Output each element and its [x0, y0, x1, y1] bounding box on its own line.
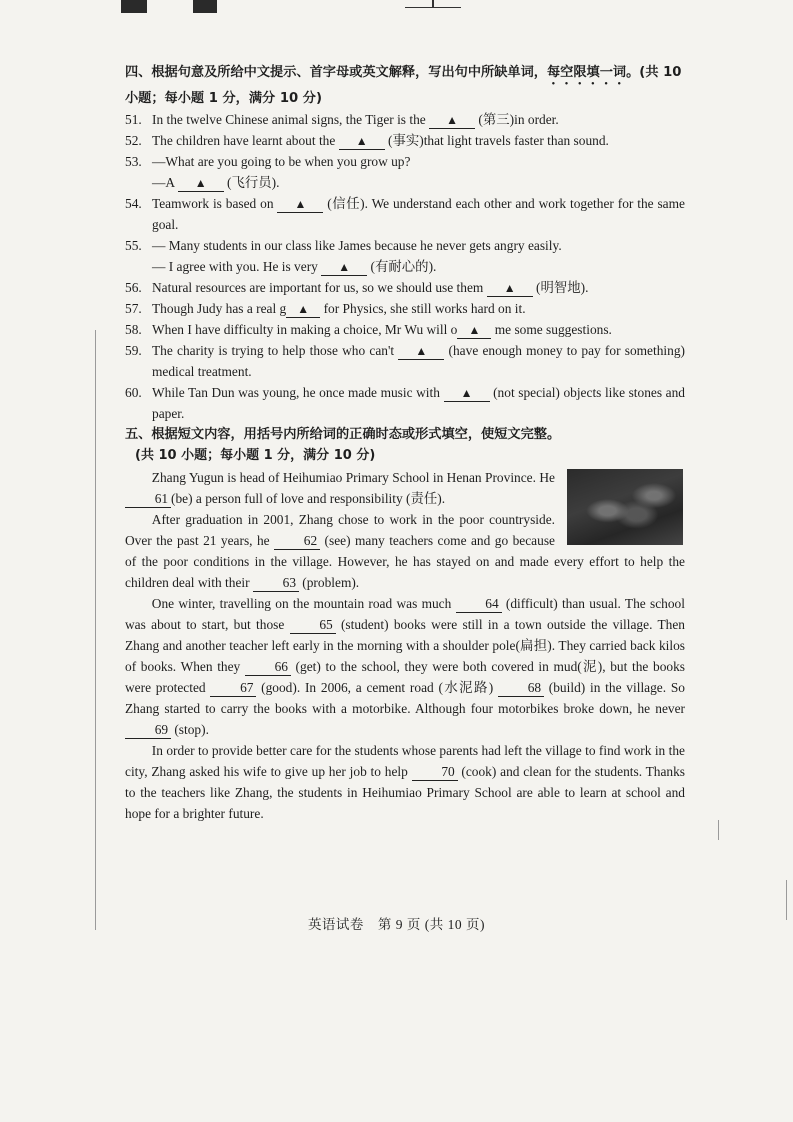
question-number: 57.: [125, 301, 142, 316]
numbered-blank[interactable]: 69: [125, 722, 171, 739]
question-text-line2: —A: [152, 175, 178, 190]
question-number: 59.: [125, 343, 142, 358]
numbered-blank[interactable]: 63: [253, 575, 299, 592]
question-body: [152, 151, 685, 193]
numbered-blank[interactable]: 61: [125, 491, 171, 508]
numbered-blank[interactable]: 62: [274, 533, 320, 550]
numbered-blank[interactable]: 64: [456, 596, 502, 613]
answer-blank[interactable]: ▲: [339, 133, 385, 150]
question-text-after: (信任). We understand each other and work together for the same goal.: [152, 196, 685, 232]
question-text: — Many students in our class like James because he never gets angry easily.: [152, 238, 562, 253]
question-item: [125, 151, 685, 193]
photo-image: [567, 469, 683, 545]
question-body: [152, 193, 685, 235]
passage-text: One winter, travelling on the mountain road was much: [151, 596, 456, 611]
question-text-line2: — I agree with you. He is very: [152, 259, 322, 274]
passage-text: (student) books were still in a town outside the village. Then Zhang and another teacher left early in the morning with a shoulder pole(扁担). They carried back kilos of books. When they: [125, 617, 685, 674]
top-rule-tick: [432, 0, 434, 8]
section4-heading: 四、根据句意及所给中文提示、首字母或英文解释，写出句中所缺单词，每空限填一词。(共 10 小题；每小题 1 分，满分 10 分): [125, 65, 682, 106]
question-body: [152, 298, 685, 319]
question-text-after: me some suggestions.: [491, 322, 612, 337]
answer-blank[interactable]: ▲: [286, 301, 320, 318]
section5-subheading: (共 10 小题；每小题 1 分，满分 10 分): [135, 448, 376, 463]
scan-mark-right: [193, 0, 217, 13]
question-item: [125, 130, 685, 151]
question-number: 55.: [125, 238, 142, 253]
passage-text: (build) in the village. So Zhang started to carry the books with a motorbike. Although four motorbikes broke down, he never: [125, 680, 685, 716]
question-text-after: (not special) objects like stones and paper.: [152, 385, 685, 421]
question-list: [125, 109, 685, 424]
answer-blank[interactable]: ▲: [457, 322, 491, 339]
question-body: [152, 109, 685, 130]
question-body: [152, 235, 685, 277]
answer-blank[interactable]: ▲: [178, 175, 224, 192]
numbered-blank[interactable]: 66: [245, 659, 291, 676]
question-item: [125, 235, 685, 277]
page-footer: 英语试卷 第 9 页 (共 10 页): [307, 917, 486, 932]
answer-blank[interactable]: ▲: [444, 385, 490, 402]
passage-text: (problem).: [298, 575, 360, 590]
numbered-blank[interactable]: 67: [210, 680, 256, 697]
question-text-after: (第三)in order.: [475, 112, 559, 127]
passage-text: (see) many teachers come and go because of the poor conditions in the village. However, he has stayed on and made every effort to help the children deal with their: [125, 533, 685, 590]
question-item: [125, 109, 685, 130]
question-text-after: for Physics, she still works hard on it.: [320, 301, 526, 316]
question-body: [152, 340, 685, 382]
question-number: 52.: [125, 133, 142, 148]
answer-blank[interactable]: ▲: [429, 112, 475, 129]
question-text-after: (明智地).: [532, 280, 589, 295]
question-item: [125, 340, 685, 382]
passage-text: (cook) and clean for the students. Thanks to the teachers like Zhang, the students in Heihumiao Primary School are able to learn at school and hope for a brighter future.: [125, 764, 686, 821]
passage-text: In order to provide better care for the students whose parents had left the village to find work in the city, Zhang asked his wife to give up her job to help: [125, 743, 685, 779]
question-text: The children have learnt about the: [152, 133, 339, 148]
question-item: [125, 298, 685, 319]
question-text: The charity is trying to help those who can't: [152, 343, 399, 358]
question-body: [152, 319, 685, 340]
question-text-after: (有耐心的).: [367, 259, 437, 274]
numbered-blank[interactable]: 70: [412, 764, 458, 781]
passage-text: (stop).: [171, 722, 209, 737]
numbered-blank[interactable]: 68: [498, 680, 544, 697]
question-text: Natural resources are important for us, so we should use them: [152, 280, 487, 295]
question-text: —What are you going to be when you grow up?: [152, 154, 411, 169]
question-body: [152, 277, 685, 298]
question-text-after: (have enough money to pay for something) medical treatment.: [152, 343, 685, 379]
question-text: Teamwork is based on: [152, 196, 278, 211]
passage-paragraph: [125, 740, 685, 824]
passage-text: (good). In 2006, a cement road (水泥路): [256, 680, 499, 695]
cloze-passage: [125, 467, 685, 824]
content: [125, 62, 685, 824]
passage-text: Zhang Yugun is head of Heihumiao Primary School in Henan Province. He: [151, 470, 555, 485]
passage-text: (be) a person full of love and responsibility (责任).: [171, 491, 446, 506]
question-text-after: (事实)that light travels faster than sound.: [384, 133, 609, 148]
question-number: 54.: [125, 196, 142, 211]
question-body: [152, 130, 685, 151]
question-item: [125, 382, 685, 424]
answer-blank[interactable]: ▲: [277, 196, 323, 213]
question-text: In the twelve Chinese animal signs, the Tiger is the: [152, 112, 430, 127]
question-number: 58.: [125, 322, 142, 337]
numbered-blank[interactable]: 65: [290, 617, 336, 634]
question-number: 60.: [125, 385, 142, 400]
section5-heading: 五、根据短文内容，用括号内所给词的正确时态或形式填空，使短文完整。: [125, 427, 561, 442]
question-item: [125, 277, 685, 298]
right-edge-line: [718, 820, 719, 840]
question-number: 53.: [125, 154, 142, 169]
question-text: Though Judy has a real g: [152, 301, 287, 316]
question-text: When I have difficulty in making a choice, Mr Wu will o: [152, 322, 458, 337]
answer-blank[interactable]: ▲: [321, 259, 367, 276]
question-text: While Tan Dun was young, he once made music with: [152, 385, 444, 400]
passage-text: (get) to the school, they were both covered in mud(泥), but the books were protected: [125, 659, 685, 695]
question-number: 56.: [125, 280, 142, 295]
question-number: 51.: [125, 112, 142, 127]
answer-blank[interactable]: ▲: [487, 280, 533, 297]
passage-text: (difficult) than usual. The school was about to start, but those: [125, 596, 685, 632]
left-edge-line: [95, 330, 96, 930]
passage-text: After graduation in 2001, Zhang chose to work in the poor countryside. Over the past 21 years, he: [125, 512, 555, 548]
passage-paragraph: [125, 593, 685, 740]
question-item: [125, 319, 685, 340]
answer-blank[interactable]: ▲: [398, 343, 444, 360]
question-item: [125, 193, 685, 235]
scan-mark-left: [121, 0, 147, 13]
question-text-after: (飞行员).: [223, 175, 280, 190]
question-body: [152, 382, 685, 424]
